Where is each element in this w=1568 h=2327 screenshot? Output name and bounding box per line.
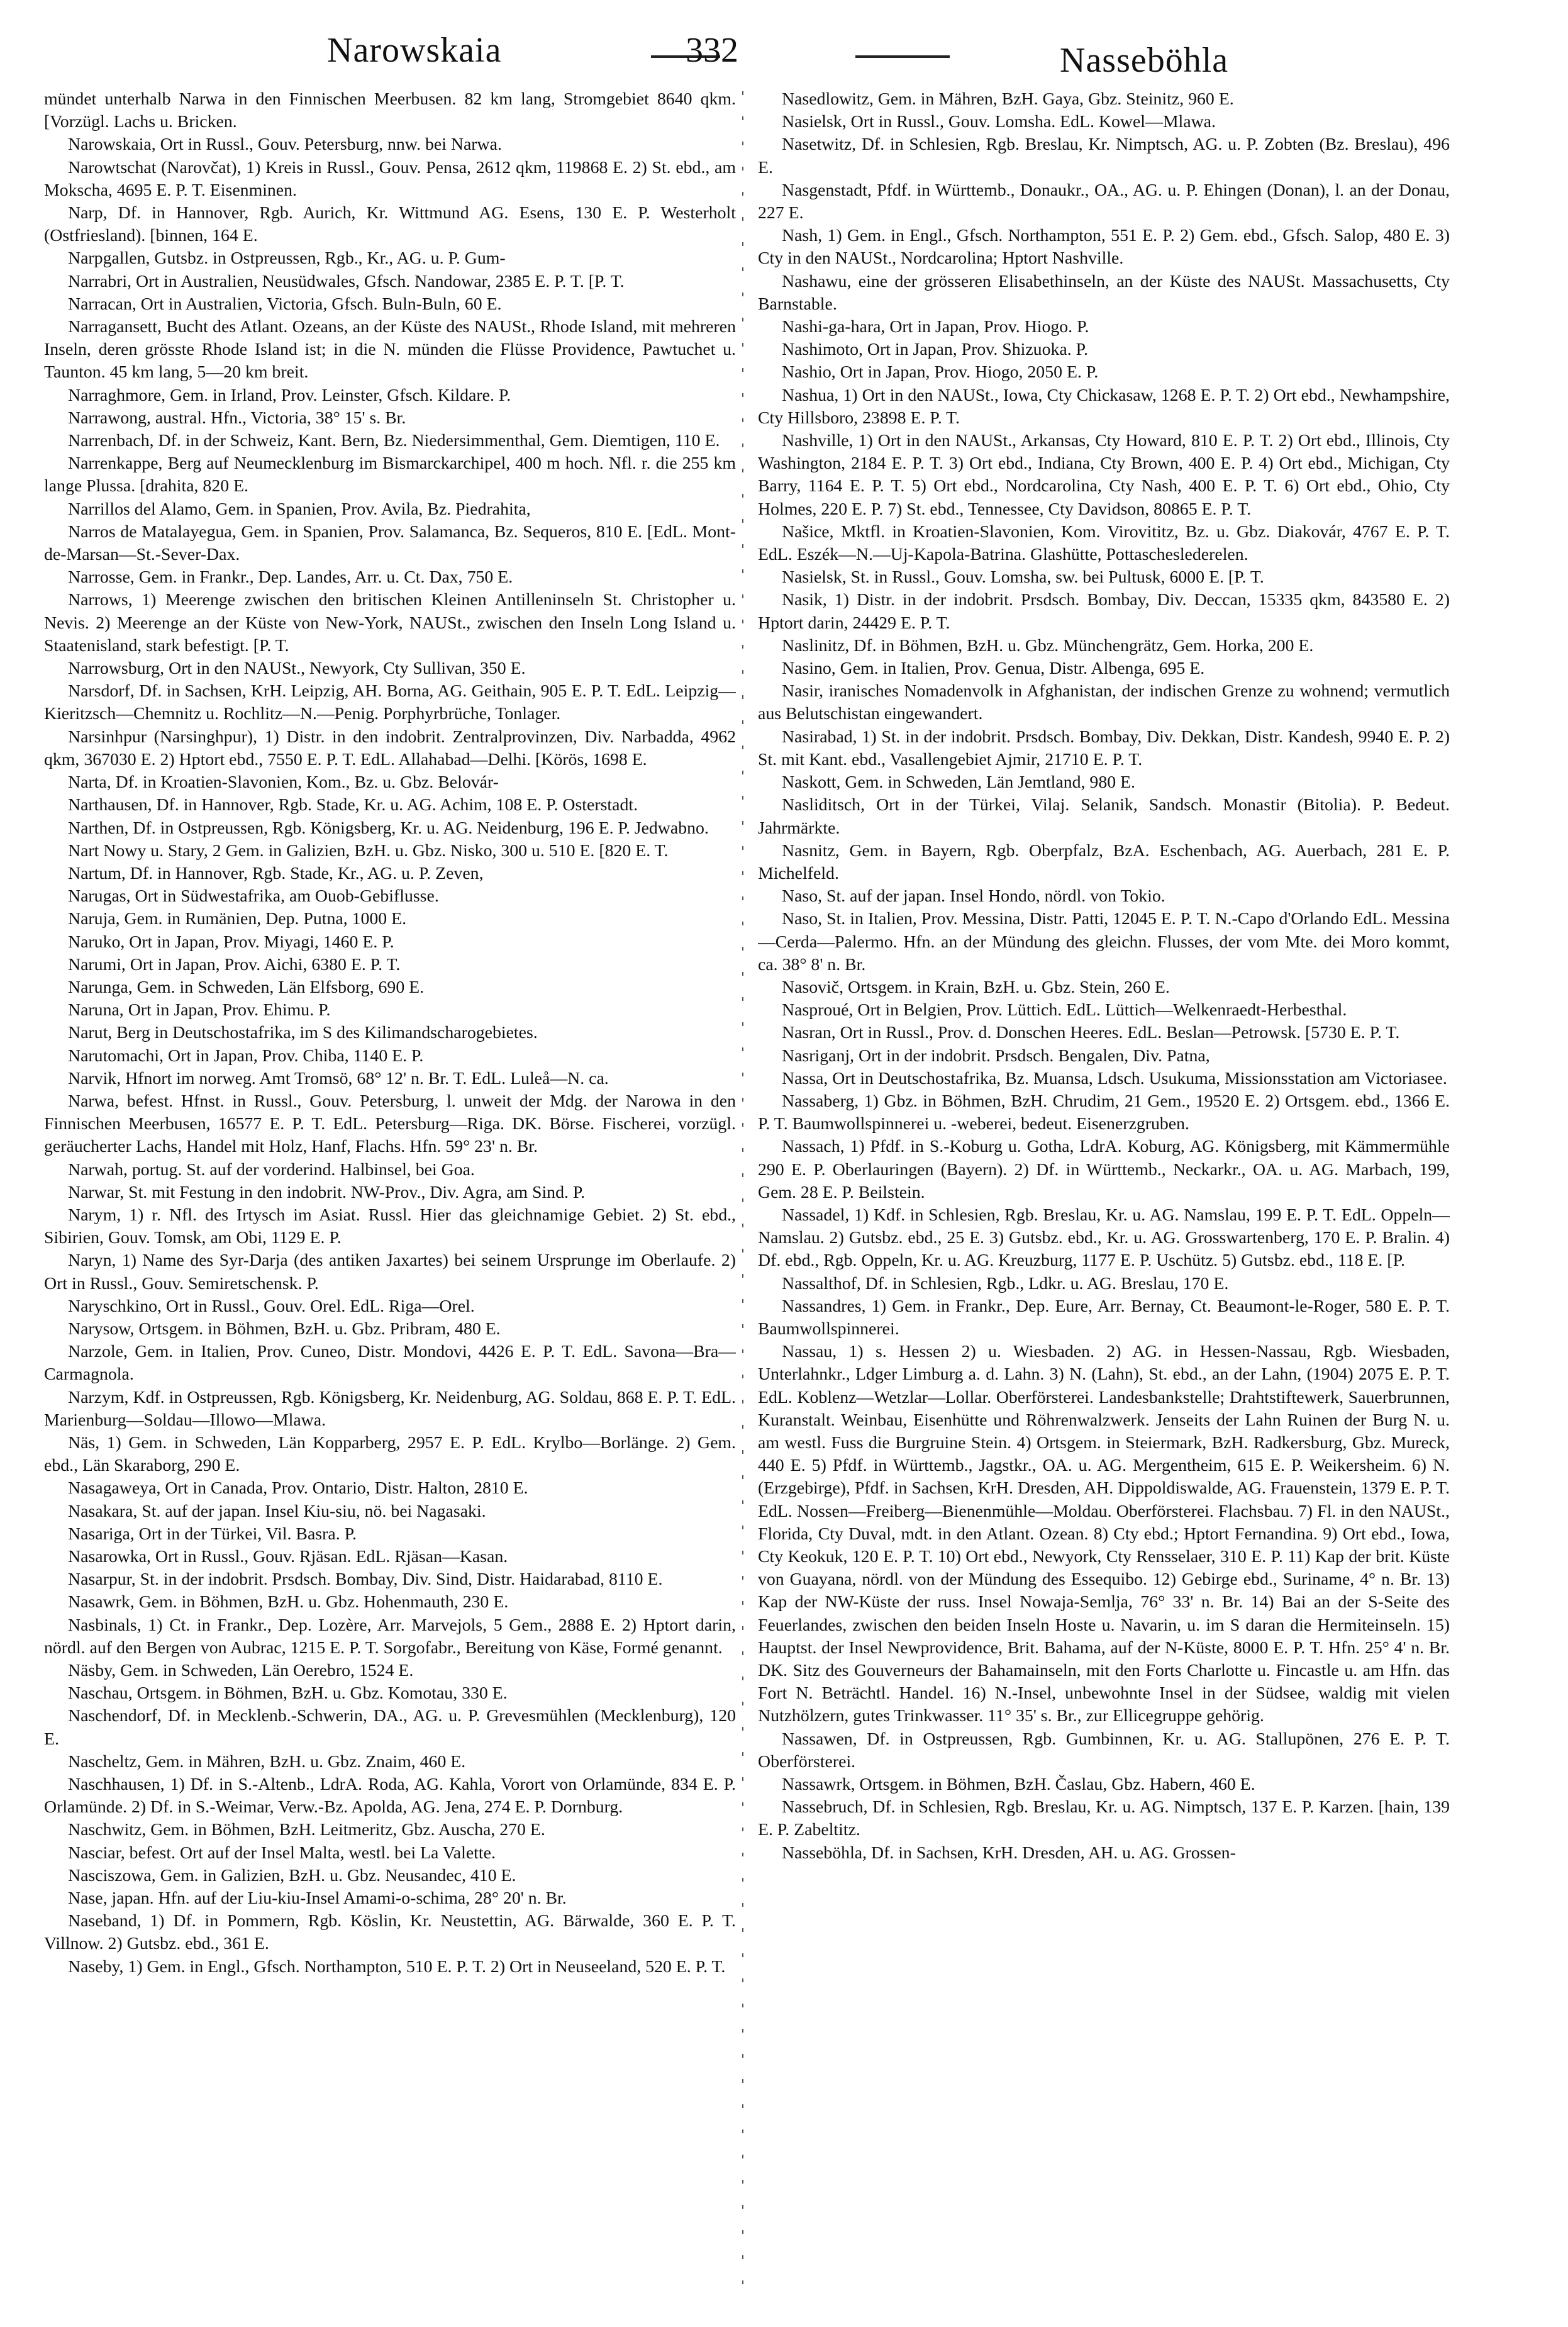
entry: Nassandres, 1) Gem. in Frankr., Dep. Eure, Arr. Bernay, Ct. Beaumont-le-Roger, 580 E. P. T. Baumwollspinnerei. — [758, 1296, 1450, 1339]
entry: Narragansett, Bucht des Atlant. Ozeans, an der Küste des NAUSt., Rhode Island, mit mehreren Inseln, deren grösste Rhode Island ist; in die N. münden die Flüsse Providence, Pawtuchet u. Taunton. 45 km lang, 5—20 km breit. — [44, 317, 736, 382]
entry: Nassach, 1) Pfdf. in S.-Koburg u. Gotha, LdrA. Koburg, AG. Königsberg, mit Kämmermühle 290 E. P. Oberlauringen (Bayern). 2) Df. in Württemb., Neckarkr., OA. u. AG. Marbach, 199, Gem. 28 E. P. Beilstein. — [758, 1137, 1450, 1202]
entry: Nashi-ga-hara, Ort in Japan, Prov. Hiogo. P. — [782, 317, 1089, 337]
entry: Naseband, 1) Df. in Pommern, Rgb. Köslin, Kr. Neustettin, AG. Bärwalde, 360 E. P. T. Villnow. 2) Gutsbz. ebd., 361 E. — [44, 1911, 736, 1954]
entry: Naseby, 1) Gem. in Engl., Gfsch. Northampton, 510 E. P. T. 2) Ort in Neuseeland, 520 E. P. T. — [68, 1956, 726, 1977]
entry: Nase, japan. Hfn. auf der Liu-kiu-Insel Amami-o-schima, 28° 20' n. Br. — [68, 1889, 567, 1909]
entry: Našice, Mktfl. in Kroatien-Slavonien, Kom. Virovititz, Bz. u. Gbz. Diakovár, 4767 E. P. T. EdL. Eszék—N.—Uj-Kapola-Batrina. Glashütte, Pottascheslederelen. — [758, 522, 1450, 565]
entry: Narsinhpur (Narsinghpur), 1) Distr. in den indobrit. Zentralprovinzen, Div. Narbadda, 4962 qkm, 367030 E. 2) Hptort ebd., 7550 E. P. T. EdL. Allahabad—Delhi. [Körös, 1698 E. — [44, 727, 736, 769]
entry: Nashawu, eine der grösseren Elisabethinseln, an der Küste des NAUSt. Massachusetts, Cty Barnstable. — [758, 271, 1450, 314]
entry: Narut, Berg in Deutschostafrika, im S des Kilimandscharogebietes. — [68, 1023, 538, 1043]
entry: Naskott, Gem. in Schweden, Län Jemtland, 980 E. — [782, 773, 1136, 793]
entry: Naso, St. auf der japan. Insel Hondo, nördl. von Tokio. — [782, 886, 1165, 907]
entry: Naryn, 1) Name des Syr-Darja (des antiken Jaxartes) bei seinem Ursprunge im Oberlaufe. 2) Ort in Russl., Gouv. Semiretschensk. P. — [44, 1251, 736, 1293]
entry: Narrillos del Alamo, Gem. in Spanien, Prov. Avila, Bz. Piedrahita, — [68, 499, 531, 519]
entry: Nasgenstadt, Pfdf. in Württemb., Donaukr., OA., AG. u. P. Ehingen (Donan), l. an der Donau, 227 E. — [758, 180, 1450, 223]
entry: Narthausen, Df. in Hannover, Rgb. Stade, Kr. u. AG. Achim, 108 E. P. Osterstadt. — [68, 795, 638, 815]
entry: Nashimoto, Ort in Japan, Prov. Shizuoka. P. — [782, 340, 1088, 360]
entry: Nasriganj, Ort in der indobrit. Prsdsch. Bengalen, Div. Patna, — [782, 1046, 1210, 1066]
entry: Narvik, Hfnort im norweg. Amt Tromsö, 68° 12' n. Br. T. EdL. Luleå—N. ca. — [68, 1068, 609, 1088]
entry: Nart Nowy u. Stary, 2 Gem. in Galizien, BzH. u. Gbz. Nisko, 300 u. 510 E. [820 E. T. — [68, 840, 669, 861]
entry: Nassaberg, 1) Gbz. in Böhmen, BzH. Chrudim, 21 Gem., 19520 E. 2) Ortsgem. ebd., 1366 E. P. T. Baumwollspinnerei u. -weberei, bedeut. Eisenerzgruben. — [758, 1091, 1450, 1134]
entry: Narrenkappe, Berg auf Neumecklenburg im Bismarckarchipel, 400 m hoch. Nfl. r. die 255 km lange Plussa. [drahita, 820 E. — [44, 454, 736, 496]
entry: Nasakara, St. auf der japan. Insel Kiu-siu, nö. bei Nagasaki. — [68, 1501, 486, 1521]
entry: Nasciar, befest. Ort auf der Insel Malta, westl. bei La Valette. — [68, 1843, 496, 1863]
entry: Narraghmore, Gem. in Irland, Prov. Leinster, Gfsch. Kildare. P. — [68, 385, 511, 405]
entry: Naschau, Ortsgem. in Böhmen, BzH. u. Gbz. Komotau, 330 E. — [68, 1683, 508, 1704]
entry: Narrowsburg, Ort in den NAUSt., Newyork, Cty Sullivan, 350 E. — [68, 659, 526, 679]
entry: Narutomachi, Ort in Japan, Prov. Chiba, 1140 E. P. — [68, 1046, 424, 1066]
entry: Nasetwitz, Df. in Schlesien, Rgb. Breslau, Kr. Nimptsch, AG. u. P. Zobten (Bz. Breslau), 496 E. — [758, 135, 1450, 177]
entry: Naschhausen, 1) Df. in S.-Altenb., LdrA. Roda, AG. Kahla, Vorort von Orlamünde, 834 E. P. Orlamünde. 2) Df. in S.-Weimar, Verw.-Bz. Apolda, AG. Jena, 274 E. P. Dornburg. — [44, 1775, 736, 1817]
entry: Nasino, Gem. in Italien, Prov. Genua, Distr. Albenga, 695 E. — [782, 659, 1205, 679]
entry: Nasran, Ort in Russl., Prov. d. Donschen Heeres. EdL. Beslan—Petrowsk. [5730 E. P. T. — [782, 1023, 1400, 1043]
entry: Nasagaweya, Ort in Canada, Prov. Ontario, Distr. Halton, 2810 E. — [68, 1478, 528, 1498]
entry: Narrows, 1) Meerenge zwischen den britischen Kleinen Antilleninseln St. Christopher u. Nevis. 2) Meerenge an der Küste von New-York, NAUSt., zwischen den Inseln Long Island u. Staatenisland, stark befestigt. [P. T. — [44, 590, 736, 656]
entry: Nascheltz, Gem. in Mähren, BzH. u. Gbz. Znaim, 460 E. — [68, 1751, 466, 1772]
entry: Nash, 1) Gem. in Engl., Gfsch. Northampton, 551 E. P. 2) Gem. ebd., Gfsch. Salop, 480 E. 3) Cty in den NAUSt., Nordcarolina; Hptort Nashville. — [758, 226, 1450, 269]
entry: Narwar, St. mit Festung in den indobrit. NW-Prov., Div. Agra, am Sind. P. — [68, 1182, 586, 1202]
entry: Narunga, Gem. in Schweden, Län Elfsborg, 690 E. — [68, 977, 425, 997]
entry: Naso, St. in Italien, Prov. Messina, Distr. Patti, 12045 E. P. T. N.-Capo d'Orlando EdL. Messina—Cerda—Palermo. Hfn. an der Mündung des gleichn. Flusses, der vom Mte. dei Moro kommt, ca. 38° 8' n. Br. — [758, 909, 1450, 974]
entry: Nartum, Df. in Hannover, Rgb. Stade, Kr., AG. u. P. Zeven, — [68, 863, 484, 883]
entry: Nashville, 1) Ort in den NAUSt., Arkansas, Cty Howard, 810 E. P. T. 2) Ort ebd., Illinois, Cty Washington, 2184 E. P. T. 3) Ort ebd., Indiana, Cty Brown, 400 E. P. 4) Ort ebd., Michigan, Cty Barry, 1164 E. P. T. 5) Ort ebd., Nordcarolina, Cty Nash, 400 E. P. T. 6) Ort ebd., Ohio, Cty Holmes, 220 E. P. 7) St. ebd., Tennessee, Cty Davidson, 80865 E. P. T. — [758, 431, 1450, 519]
entry: Narrabri, Ort in Australien, Neusüdwales, Gfsch. Nandowar, 2385 E. P. T. [P. T. — [68, 271, 625, 291]
page-number: 332 — [686, 31, 738, 70]
header-first-entry: Narowskaia — [327, 31, 502, 70]
entry: Nasciszowa, Gem. in Galizien, BzH. u. Gbz. Neusandec, 410 E. — [68, 1865, 516, 1885]
entry: Naslinitz, Df. in Böhmen, BzH. u. Gbz. Münchengrätz, Gem. Horka, 200 E. — [782, 635, 1314, 656]
entry: Nassalthof, Df. in Schlesien, Rgb., Ldkr. u. AG. Breslau, 170 E. — [782, 1273, 1229, 1293]
entry: Narp, Df. in Hannover, Rgb. Aurich, Kr. Wittmund AG. Esens, 130 E. P. Westerholt (Ostfriesland). [binnen, 164 E. — [44, 203, 736, 246]
entry: Nasseböhla, Df. in Sachsen, KrH. Dresden, AH. u. AG. Grossen- — [782, 1843, 1236, 1863]
entry: Narrosse, Gem. in Frankr., Dep. Landes, Arr. u. Ct. Dax, 750 E. — [68, 567, 513, 588]
entry: Nashua, 1) Ort in den NAUSt., Iowa, Cty Chickasaw, 1268 E. P. T. 2) Ort ebd., Newhampshire, Cty Hillsboro, 23898 E. P. T. — [758, 385, 1450, 428]
right-column — [758, 88, 1450, 2315]
header-rule-right — [855, 55, 950, 58]
column-divider — [742, 91, 743, 2306]
entry: Näsby, Gem. in Schweden, Län Oerebro, 1524 E. — [68, 1661, 414, 1681]
entry: Naschendorf, Df. in Mecklenb.-Schwerin, DA., AG. u. P. Grevesmühlen (Mecklenburg), 120 E. — [44, 1706, 736, 1749]
entry: Narzym, Kdf. in Ostpreussen, Rgb. Königsberg, Kr. Neidenburg, AG. Soldau, 868 E. P. T. EdL. Marienburg—Soldau—Illowo—Mlawa. — [44, 1387, 736, 1430]
entry: Narthen, Df. in Ostpreussen, Rgb. Königsberg, Kr. u. AG. Neidenburg, 196 E. P. Jedwabno. — [68, 818, 709, 838]
entry: Nasbinals, 1) Ct. in Frankr., Dep. Lozère, Arr. Marvejols, 5 Gem., 2888 E. 2) Hptort darin, nördl. auf den Bergen von Aubrac, 1215 E. P. T. Sorgofabr., Bereitung von Käse, Formé genannt. — [44, 1615, 736, 1658]
left-column — [44, 88, 736, 2315]
entry: Nassawen, Df. in Ostpreussen, Rgb. Gumbinnen, Kr. u. AG. Stallupönen, 276 E. P. T. Oberförsterei. — [758, 1729, 1450, 1772]
entry: Näs, 1) Gem. in Schweden, Län Kopparberg, 2957 E. P. EdL. Krylbo—Borlänge. 2) Gem. ebd., Län Skaraborg, 290 E. — [44, 1432, 736, 1476]
entry: Naruko, Ort in Japan, Prov. Miyagi, 1460 E. P. — [68, 932, 394, 952]
entry: Naruna, Ort in Japan, Prov. Ehimu. P. — [68, 1000, 331, 1020]
entry: Nasedlowitz, Gem. in Mähren, BzH. Gaya, Gbz. Steinitz, 960 E. — [782, 89, 1234, 109]
entry: Narym, 1) r. Nfl. des Irtysch im Asiat. Russl. Hier das gleichnamige Gebiet. 2) St. ebd., Sibirien, Gouv. Tomsk, am Obi, 1129 E. P. — [44, 1205, 736, 1248]
entry: Nasnitz, Gem. in Bayern, Rgb. Oberpfalz, BzA. Eschenbach, AG. Auerbach, 281 E. P. Michelfeld. — [758, 840, 1450, 883]
entry: Nasarowka, Ort in Russl., Gouv. Rjäsan. EdL. Rjäsan—Kasan. — [68, 1547, 508, 1566]
entry: Naschwitz, Gem. in Böhmen, BzH. Leitmeritz, Gbz. Auscha, 270 E. — [68, 1820, 545, 1840]
entry: Narwah, portug. St. auf der vorderind. Halbinsel, bei Goa. — [68, 1159, 475, 1180]
entry: Narzole, Gem. in Italien, Prov. Cuneo, Distr. Mondovi, 4426 E. P. T. EdL. Savona—Bra—Carmagnola. — [44, 1342, 736, 1385]
entry: Nasarpur, St. in der indobrit. Prsdsch. Bombay, Div. Sind, Distr. Haidarabad, 8110 E. — [68, 1570, 663, 1590]
entry: Nasir, iranisches Nomadenvolk in Afghanistan, der indischen Grenze zu wohnend; vermutlich aus Belutschistan eingewandert. — [758, 681, 1450, 724]
entry: mündet unterhalb Narwa in den Finnischen Meerbusen. 82 km lang, Stromgebiet 8640 qkm. [Vorzügl. Lachs u. Bricken. — [44, 89, 736, 132]
entry: Nasproué, Ort in Belgien, Prov. Lüttich. EdL. Lüttich—Welkenraedt-Herbesthal. — [782, 1000, 1347, 1020]
entry: Narsdorf, Df. in Sachsen, KrH. Leipzig, AH. Borna, AG. Geithain, 905 E. P. T. EdL. Leipzig—Kieritzsch—Chemnitz u. Rochlitz—N.—Penig. Porphyrbrüche, Tonlager. — [44, 681, 736, 724]
entry: Nasik, 1) Distr. in der indobrit. Prsdsch. Bombay, Div. Deccan, 15335 qkm, 843580 E. 2) Hptort darin, 24429 E. P. T. — [758, 590, 1450, 633]
entry: Nashio, Ort in Japan, Prov. Hiogo, 2050 E. P. — [782, 362, 1099, 382]
entry: Naruja, Gem. in Rumänien, Dep. Putna, 1000 E. — [68, 909, 407, 929]
entry: Narrawong, austral. Hfn., Victoria, 38° 15' s. Br. — [68, 408, 406, 428]
entry: Nassau, 1) s. Hessen 2) u. Wiesbaden. 2) AG. in Hessen-Nassau, Rgb. Wiesbaden, Unterlahnkr., Ldger Limburg a. d. Lahn. 3) N. (Lahn), St. ebd., an der Lahn, (1904) 2075 E. P. T. EdL. Koblenz—Wetzlar—Lollar. Oberförsterei. Landesbankstelle; Drahtstiftewerk, Sauerbrunnen, Kuranstalt. Weinbau, Eisenhütte und Röhrenwalzwerk. Jenseits der Lahn Ruinen der Burg N. u. am westl. Fuss die Burgruine Stein. 4) Ortsgem. in Steiermark, BzH. Radkersburg, Gbz. Mureck, 440 E. 5) Pfdf. in Württemb., Jagstkr., OA. u. AG. Mergentheim, 615 E. P. Weikersheim. 6) N. (Erzgebirge), Pfdf. in Sachsen, KrH. Dresden, AH. Dippoldiswalde, AG. Frauenstein, 1379 E. P. T. EdL. Nossen—Freiberg—Bienenmühle—Moldau. Oberförsterei. Flachsbau. 7) Fl. in den NAUSt., Florida, Cty Duval, mdt. in den Atlant. Ozean. 8) Cty ebd.; Hptort Fernandina. 9) Ort ebd., Iowa, Cty Keokuk, 120 E. P. T. 10) Ort ebd., Newyork, Cty Rensselaer, 310 E. P. 11) Kap der brit. Küste von Guayana, nördl. von der Mündung des Essequibo. 12) Gebirge ebd., Suriname, 4° n. Br. 13) Kap der NW-Küste der russ. Insel Nowaja-Semlja, 76° 33' n. Br. 14) Bai an der S-Seite des Feuerlandes, zwischen den beiden Inseln Hoste u. Navarin, u. im S daran die Hermiteinseln. 15) Hauptst. der Insel Newprovidence, Brit. Bahama, auf der N-Küste, 8000 E. P. T. Hfn. 25° 4' n. Br. DK. Sitz des Gouverneurs der Bahamainseln, mit den Forts Charlotte u. Fincastle u. am Hfn. das Fort N. Beträchtl. Handel. 16) N.-Insel, unbewohnte Insel in der Südsee, waldig mit vielen Nutzhölzern, gutes Trinkwasser. 11° 35' s. Br., zur Ellicegruppe gehörig. — [758, 1342, 1450, 1726]
entry: Nasirabad, 1) St. in der indobrit. Prsdsch. Bombay, Div. Dekkan, Distr. Kandesh, 9940 E. P. 2) St. mit Kant. ebd., Vasallengebiet Ajmir, 21710 E. P. T. — [758, 727, 1450, 769]
entry: Nasawrk, Gem. in Böhmen, BzH. u. Gbz. Hohenmauth, 230 E. — [68, 1592, 509, 1612]
header-last-entry: Nasseböhla — [1060, 41, 1229, 80]
entry: Nasielsk, St. in Russl., Gouv. Lomsha, sw. bei Pultusk, 6000 E. [P. T. — [782, 567, 1264, 588]
entry: Narumi, Ort in Japan, Prov. Aichi, 6380 E. P. T. — [68, 954, 401, 974]
entry: Nassawrk, Ortsgem. in Böhmen, BzH. Časlau, Gbz. Habern, 460 E. — [782, 1775, 1255, 1795]
entry: Narpgallen, Gutsbz. in Ostpreussen, Rgb., Kr., AG. u. P. Gum- — [68, 248, 506, 269]
entry: Nassadel, 1) Kdf. in Schlesien, Rgb. Breslau, Kr. u. AG. Namslau, 199 E. P. T. EdL. Oppeln—Namslau. 2) Gutsbz. ebd., 25 E. 3) Gutsbz. ebd., Kr. u. AG. Grosswartenberg, 170 E. P. Bralin. 4) Df. ebd., Rgb. Oppeln, Kr. u. AG. Kreuzburg, 1177 E. P. Uschütz. 5) Gutsbz. ebd., 118 E. [P. — [758, 1205, 1450, 1271]
entry: Nasovič, Ortsgem. in Krain, BzH. u. Gbz. Stein, 260 E. — [782, 977, 1170, 997]
entry: Narta, Df. in Kroatien-Slavonien, Kom., Bz. u. Gbz. Belovár- — [68, 773, 499, 793]
entry: Nassa, Ort in Deutschostafrika, Bz. Muansa, Ldsch. Usukuma, Missionsstation am Victoriasee. — [782, 1068, 1447, 1088]
entry: Nasliditsch, Ort in der Türkei, Vilaj. Selanik, Sandsch. Monastir (Bitolia). P. Bedeut. Jahrmärkte. — [758, 795, 1450, 838]
entry: Narros de Matalayegua, Gem. in Spanien, Prov. Salamanca, Bz. Sequeros, 810 E. [EdL. Mont-de-Marsan—St.-Sever-Dax. — [44, 522, 736, 565]
entry: Narowtschat (Narovčat), 1) Kreis in Russl., Gouv. Pensa, 2612 qkm, 119868 E. 2) St. ebd., am Mokscha, 4695 E. P. T. Eisenminen. — [44, 157, 736, 200]
entry: Naryschkino, Ort in Russl., Gouv. Orel. EdL. Riga—Orel. — [68, 1296, 475, 1316]
entry: Nasielsk, Ort in Russl., Gouv. Lomsha. EdL. Kowel—Mlawa. — [782, 112, 1216, 132]
entry: Narysow, Ortsgem. in Böhmen, BzH. u. Gbz. Pribram, 480 E. — [68, 1319, 501, 1339]
entry: Narwa, befest. Hfnst. in Russl., Gouv. Petersburg, l. unweit der Mdg. der Narowa in den Finnischen Meerbusen, 16577 E. P. T. EdL. Petersburg—Riga. DK. Börse. Fischerei, vorzügl. geräucherter Lachs, Handel mit Holz, Hanf, Flachs. Hfn. 59° 23' n. Br. — [44, 1091, 736, 1157]
entry: Nasariga, Ort in der Türkei, Vil. Basra. P. — [68, 1524, 357, 1544]
entry: Narracan, Ort in Australien, Victoria, Gfsch. Buln-Buln, 60 E. — [68, 294, 502, 314]
page-header — [38, 19, 1535, 94]
entry: Narrenbach, Df. in der Schweiz, Kant. Bern, Bz. Niedersimmenthal, Gem. Diemtigen, 110 E. — [68, 431, 720, 451]
entry: Narowskaia, Ort in Russl., Gouv. Petersburg, nnw. bei Narwa. — [68, 135, 502, 155]
entry: Narugas, Ort in Südwestafrika, am Ouob-Gebiflusse. — [68, 886, 439, 907]
entry: Nassebruch, Df. in Schlesien, Rgb. Breslau, Kr. u. AG. Nimptsch, 137 E. P. Karzen. [hain, 139 E. P. Zabeltitz. — [758, 1797, 1450, 1840]
